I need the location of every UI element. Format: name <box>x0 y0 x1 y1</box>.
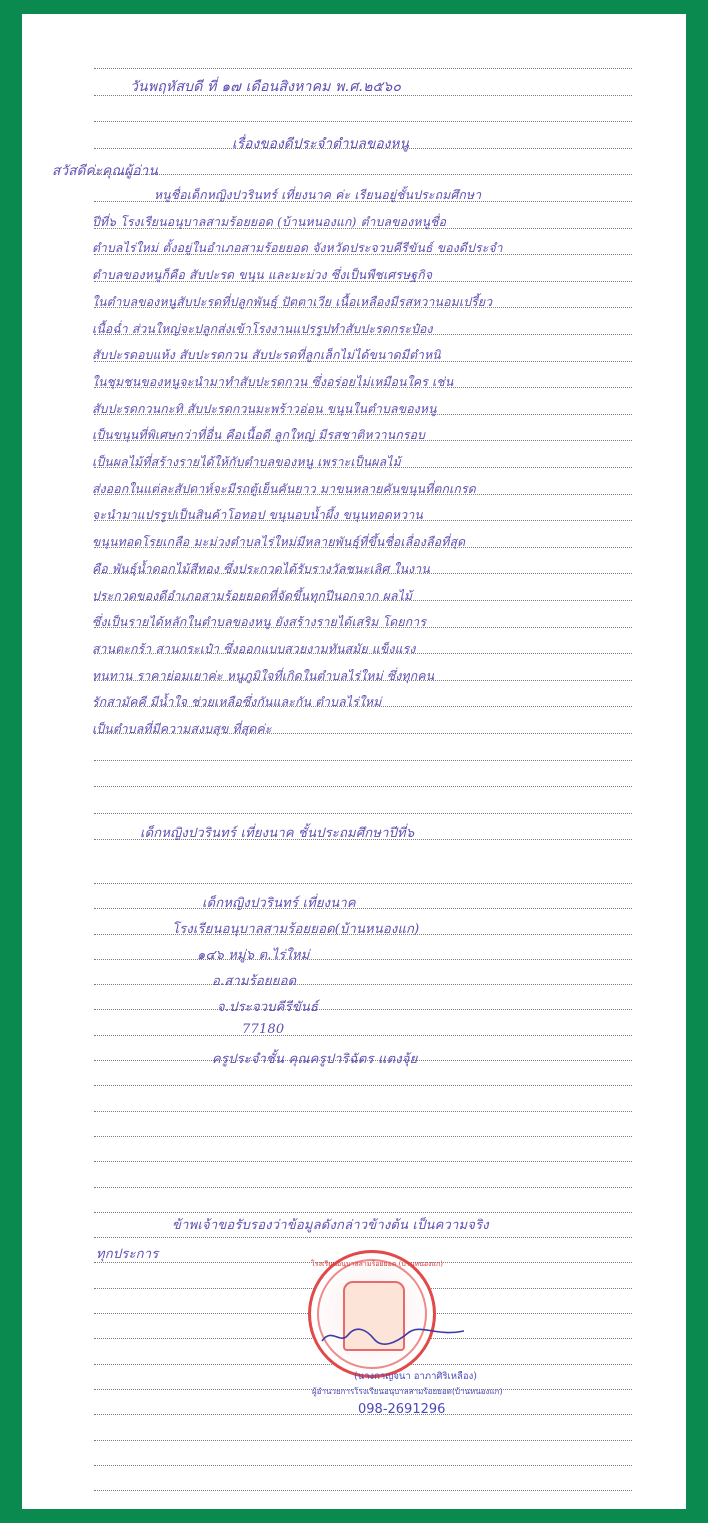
certification-statement: ข้าพเจ้าขอรับรองว่าข้อมูลดังกล่าวข้างต้น เป็นความจริง <box>172 1218 489 1233</box>
ruled-line <box>94 959 632 960</box>
letter-title: เรื่องของดีประจำตำบลของหนู <box>232 136 410 152</box>
body-line: สับปะรดอบแห้ง สับปะรดกวน สับปะรดที่ลูกเล็กไม่ได้ขนาดมีตำหนิ <box>92 348 441 363</box>
address-line: จ.ประจวบคีรีขันธ์ <box>217 1000 319 1015</box>
address-line: เด็กหญิงปวรินทร์ เที่ยงนาค <box>202 896 356 911</box>
ruled-line <box>94 760 632 761</box>
ruled-line <box>94 1465 632 1466</box>
ruled-line <box>94 1212 632 1213</box>
address-line: โรงเรียนอนุบาลสามร้อยยอด(บ้านหนองแก) <box>172 922 420 937</box>
ruled-line <box>94 786 632 787</box>
signature <box>318 1325 468 1347</box>
seal-text: โรงเรียนอนุบาลสามร้อยยอด (บ้านหนองแก) <box>311 1260 443 1268</box>
ruled-line <box>94 883 632 884</box>
ruled-line <box>94 121 632 122</box>
body-line: จะนำมาแปรรูปเป็นสินค้าโอทอป ขนุนอบน้ำผึ้ง ขนุนทอดหวาน <box>92 508 423 523</box>
body-line: ในตำบลของหนูสับปะรดที่ปลูกพันธุ์ ปัตตาเวีย เนื้อเหลืองมีรสหวานอมเปรี้ยว <box>92 294 493 309</box>
ruled-line <box>94 1136 632 1137</box>
ruled-line <box>94 1085 632 1086</box>
body-line: ตำบลของหนูก็คือ สับปะรด ขนุน และมะม่วง ซึ่งเป็นพืชเศรษฐกิจ <box>92 268 433 283</box>
body-line: เนื้อฉ่ำ ส่วนใหญ่จะปลูกส่งเข้าโรงงานแปรรูปทำสับปะรดกระป๋อง <box>92 321 433 336</box>
body-line: ขนุนทอดโรยเกลือ มะม่วงตำบลไร่ใหม่มีหลายพันธุ์ที่ขึ้นชื่อเลื่องลือที่สุด <box>92 535 466 550</box>
body-line: ในชุมชนของหนูจะนำมาทำสับปะรดกวน ซึ่งอร่อยไม่เหมือนใคร เช่น <box>92 374 454 389</box>
body-line: ประกวดของดีอำเภอสามร้อยยอดที่จัดขึ้นทุกปีนอกจาก ผลไม้ <box>92 588 413 603</box>
signoff: เด็กหญิงปวรินทร์ เที่ยงนาค ชั้นประถมศึกษาปีที่๖ <box>140 826 415 841</box>
ruled-line <box>94 1111 632 1112</box>
ruled-line <box>94 1440 632 1441</box>
body-line: ปีที่๖ โรงเรียนอนุบาลสามร้อยยอด (บ้านหนองแก) ตำบลของหนูชื่อ <box>92 214 447 229</box>
body-line: ตำบลไร่ใหม่ ตั้งอยู่ในอำเภอสามร้อยยอด จังหวัดประจวบคีรีขันธ์ ของดีประจำ <box>92 241 503 256</box>
greeting: สวัสดีค่ะคุณผู้อ่าน <box>52 163 158 179</box>
signer-title: ผู้อำนวยการโรงเรียนอนุบาลสามร้อยยอด(บ้านหนองแก) <box>312 1387 503 1396</box>
body-line: เป็นตำบลที่มีความสงบสุข ที่สุดค่ะ <box>92 722 272 736</box>
school-seal <box>308 1250 443 1378</box>
ruled-line <box>94 1490 632 1491</box>
postal-code: 77180 <box>242 1022 285 1037</box>
body-line: เป็นขนุนที่พิเศษกว่าที่อื่น คือเนื้อดี ลูกใหญ่ มีรสชาติหวานกรอบ <box>92 428 426 443</box>
ruled-line <box>94 813 632 814</box>
body-line: ซึ่งเป็นรายได้หลักในตำบลของหนู ยังสร้างรายได้เสริม โดยการ <box>92 615 427 630</box>
ruled-line <box>94 1009 632 1010</box>
address-line: ครูประจำชั้น คุณครูปาริฉัตร แตงจุ้ย <box>212 1052 418 1067</box>
body-line: คือ พันธุ์น้ำดอกไม้สีทอง ซึ่งประกวดได้รับรางวัลชนะเลิศ ในงาน <box>92 561 430 576</box>
ruled-line <box>94 174 632 175</box>
body-line: สานตะกร้า สานกระเป๋า ซึ่งออกแบบสวยงามทันสมัย แข็งแรง <box>92 641 416 656</box>
ruled-line <box>94 984 632 985</box>
certification-by: ทุกประการ <box>96 1247 159 1262</box>
ruled-line <box>94 68 632 69</box>
ruled-line <box>94 1161 632 1162</box>
address-line: ๑๔๖ หมู่๖ ต.ไร่ใหม่ <box>197 948 310 963</box>
ruled-line <box>94 908 632 909</box>
ruled-line <box>94 1187 632 1188</box>
signer-name: (นางกาญจนา อาภาศิริเหลือง) <box>354 1371 477 1382</box>
phone-number: 098-2691296 <box>358 1402 446 1417</box>
body-line: หนูชื่อเด็กหญิงปวรินทร์ เที่ยงนาค ค่ะ เรียนอยู่ชั้นประถมศึกษา <box>154 188 482 202</box>
body-line: ส่งออกในแต่ละสัปดาห์จะมีรถตู้เย็นคันยาว มาขนหลายคันขนุนที่ตกเกรด <box>92 481 476 496</box>
date-line: วันพฤหัสบดี ที่ ๑๗ เดือนสิงหาคม พ.ศ.๒๕๖๐ <box>130 79 402 95</box>
body-line: สับปะรดกวนกะทิ สับปะรดกวนมะพร้าวอ่อน ขนุนในตำบลของหนู <box>92 401 437 416</box>
body-line: เป็นผลไม้ที่สร้างรายได้ให้กับตำบลของหนู เพราะเป็นผลไม้ <box>92 455 401 469</box>
ruled-line <box>94 1035 632 1036</box>
ruled-line <box>94 1237 632 1238</box>
address-line: อ.สามร้อยยอด <box>212 974 297 989</box>
body-line: ทนทาน ราคาย่อมเยาค่ะ หนูภูมิใจที่เกิดในตำบลไร่ใหม่ ซึ่งทุกคน <box>92 668 435 683</box>
body-line: รักสามัคคี มีน้ำใจ ช่วยเหลือซึ่งกันและกัน ตำบลไร่ใหม่ <box>92 695 382 710</box>
